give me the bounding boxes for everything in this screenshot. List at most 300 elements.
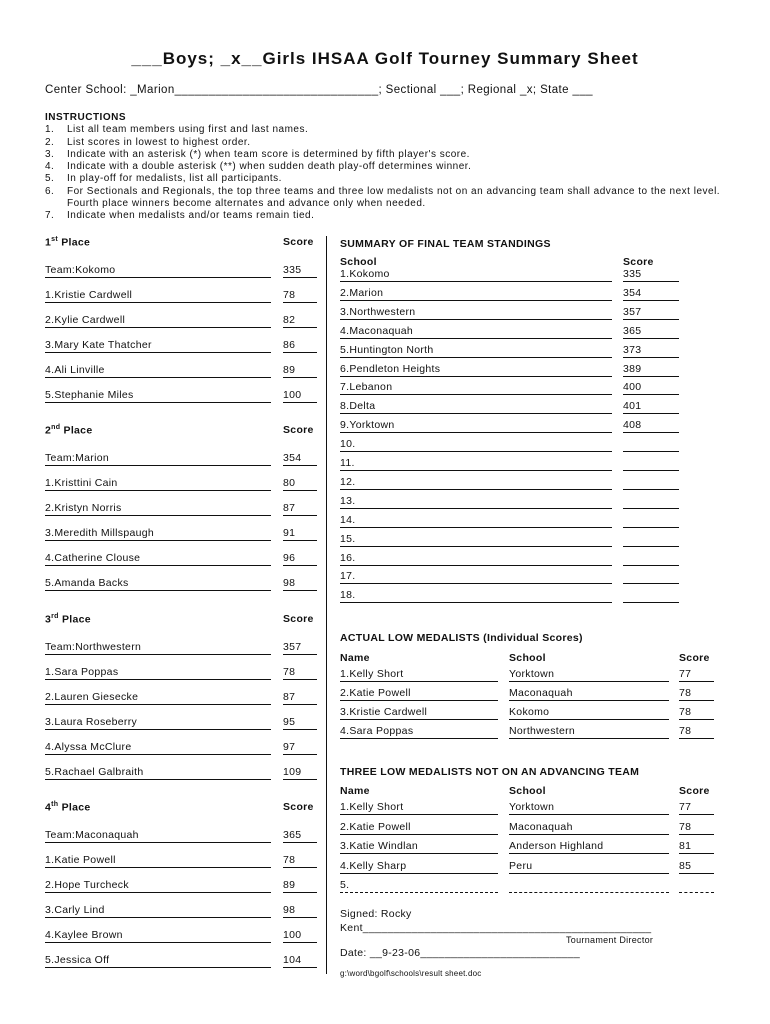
score-column-label: Score (679, 785, 710, 797)
school-column-label: School (509, 652, 546, 664)
standing-row (340, 589, 700, 603)
player-name-field (45, 502, 271, 516)
medalist-name-field (340, 840, 498, 854)
medalist-name: 4.Sara Poppas (340, 725, 414, 737)
medalist-name: 4.Kelly Sharp (340, 859, 407, 872)
standing-row (340, 306, 700, 320)
player-score: 104 (283, 954, 302, 966)
medalist-school: Maconaquah (509, 820, 573, 833)
standing-school-field (340, 533, 612, 547)
standing-school: 13. (340, 494, 356, 507)
standing-score: 357 (623, 305, 642, 318)
standing-score-field (623, 419, 679, 433)
player-name-field (45, 954, 271, 968)
standing-row (340, 570, 700, 584)
place-label: Place (61, 236, 91, 249)
place-heading (45, 801, 320, 814)
medalist-name-field (340, 706, 498, 720)
standing-score-field (623, 514, 679, 528)
standing-row (340, 325, 700, 339)
standing-row (340, 419, 700, 433)
player-row (45, 577, 320, 591)
medalist-school-field (509, 801, 669, 815)
school-column-label: School (509, 785, 546, 797)
standing-score-field (623, 533, 679, 547)
medalist-name: 2.Katie Powell (340, 820, 411, 833)
player-name-field (45, 314, 271, 328)
name-column-label: Name (340, 785, 370, 797)
player-name-field (45, 741, 271, 755)
date-line: Date: __9-23-06__________________________ (340, 947, 581, 959)
player-name-field (45, 766, 271, 780)
player-name-field (45, 716, 271, 730)
player-name-field (45, 264, 271, 278)
player-score: 109 (283, 766, 302, 778)
medalist-name: 5. (340, 879, 350, 891)
medalist-score: 81 (679, 840, 692, 852)
player-name: 5.Jessica Off (45, 954, 110, 966)
player-name: 4.Alyssa McClure (45, 741, 132, 753)
standing-school: 5.Huntington North (340, 343, 434, 356)
standing-school-field (340, 457, 612, 471)
standing-score: 365 (623, 324, 642, 337)
instruction-number: 7. (45, 210, 55, 222)
standing-score-field (623, 570, 679, 584)
medalist-school: Northwestern (509, 725, 576, 737)
player-name-field (45, 452, 271, 466)
place-label: Place (63, 424, 93, 437)
non-advancing-medalist-row (340, 840, 720, 854)
medalist-score: 85 (679, 859, 692, 872)
medalist-score-field (679, 706, 714, 720)
player-name-field (45, 854, 271, 868)
standing-row (340, 552, 700, 566)
player-score: 100 (283, 389, 302, 401)
standing-school: 11. (340, 457, 355, 469)
player-score-field (283, 552, 317, 566)
place-number: 3 (45, 613, 52, 626)
player-name-field (45, 691, 271, 705)
score-column-label: Score (679, 652, 710, 664)
column-divider (326, 236, 327, 974)
medalist-school-field (509, 668, 669, 682)
player-name-field (45, 577, 271, 591)
instruction-text: For Sectionals and Regionals, the top three teams and three low medalists not on an advancing team shall advance to the next level. Fourth place winners become alternates and advance only when needed. (67, 185, 721, 210)
player-row (45, 477, 320, 491)
medalist-score: 78 (679, 687, 692, 699)
medalist-school-field (509, 687, 669, 701)
signature-line: Kent_______________________________________________ (340, 922, 652, 934)
medalist-score-field (679, 840, 714, 854)
medalist-name-field (340, 821, 498, 835)
player-name: 2.Hope Turcheck (45, 879, 129, 891)
instruction-item (45, 186, 735, 211)
player-score: 89 (283, 364, 296, 376)
player-name-field (45, 929, 271, 943)
standing-row (340, 400, 700, 414)
player-name-field (45, 904, 271, 918)
place-number: 4 (45, 801, 52, 814)
player-name-field (45, 364, 271, 378)
team-row (45, 829, 320, 843)
standing-school-field (340, 363, 612, 377)
standing-score-field (623, 457, 679, 471)
score-label: Score (283, 236, 314, 248)
standing-school: 3.Northwestern (340, 305, 416, 318)
player-name-field (45, 641, 271, 655)
place-number: 2 (45, 424, 52, 437)
player-score-field (283, 741, 317, 755)
standing-score-field (623, 589, 679, 603)
player-score-field (283, 527, 317, 541)
player-name: 5.Rachael Galbraith (45, 766, 144, 778)
instruction-number: 2. (45, 136, 55, 148)
standing-row (340, 344, 700, 358)
player-name: 1.Katie Powell (45, 854, 116, 866)
player-name: 2.Lauren Giesecke (45, 691, 139, 703)
player-row (45, 527, 320, 541)
standing-school: 9.Yorktown (340, 419, 395, 432)
player-score-field (283, 577, 317, 591)
player-row (45, 691, 320, 705)
player-score: 78 (283, 666, 296, 678)
medalist-score: 77 (679, 801, 692, 813)
medalist-name: 3.Kristie Cardwell (340, 706, 428, 718)
player-name-field (45, 389, 271, 403)
standing-school-field (340, 570, 612, 584)
medalist-name-field (340, 668, 498, 682)
standings-heading: SUMMARY OF FINAL TEAM STANDINGS (340, 238, 551, 250)
player-score: 98 (283, 904, 296, 916)
player-score: 97 (283, 741, 296, 753)
medalist-score-field (679, 687, 714, 701)
standing-score: 335 (623, 268, 642, 280)
standing-score-field (623, 306, 679, 320)
player-name: 5.Stephanie Miles (45, 389, 134, 401)
low-medalist-row (340, 725, 720, 739)
standing-school-field (340, 419, 612, 433)
standing-row (340, 363, 700, 377)
standing-score-field (623, 495, 679, 509)
player-name-field (45, 552, 271, 566)
player-name: 3.Mary Kate Thatcher (45, 339, 152, 351)
place-label: Place (61, 613, 91, 626)
standing-school: 12. (340, 475, 356, 488)
instruction-item (45, 149, 735, 161)
place-suffix: nd (51, 424, 61, 431)
player-score: 87 (283, 502, 296, 514)
place-suffix: rd (51, 613, 59, 620)
player-score: 80 (283, 477, 296, 489)
standing-score-field (623, 552, 679, 566)
player-score-field (283, 389, 317, 403)
instructions-list (45, 124, 735, 222)
player-name: 2.Kristyn Norris (45, 502, 122, 514)
player-score-field (283, 452, 317, 466)
instruction-number: 6. (45, 185, 55, 197)
player-score: 82 (283, 314, 296, 326)
standing-score: 401 (623, 400, 642, 413)
standing-school: 1.Kokomo (340, 268, 390, 280)
medalist-name: 1.Kelly Short (340, 801, 404, 813)
low-medalist-row (340, 706, 720, 720)
standing-score: 389 (623, 362, 642, 375)
player-score: 365 (283, 829, 302, 841)
player-name: Team:Marion (45, 452, 109, 464)
medalist-score-field (679, 821, 714, 835)
player-name-field (45, 666, 271, 680)
standing-school: 6.Pendleton Heights (340, 362, 441, 375)
player-score-field (283, 364, 317, 378)
standing-school-field (340, 306, 612, 320)
player-name-field (45, 879, 271, 893)
standing-score-field (623, 400, 679, 414)
instruction-item (45, 173, 735, 185)
standing-row (340, 514, 700, 528)
center-school-line: Center School: _Marion______________________________; Sectional ___; Regional _x; State ___ (45, 84, 593, 96)
standing-score-field (623, 287, 679, 301)
medalist-name: 3.Katie Windlan (340, 840, 419, 852)
player-row (45, 929, 320, 943)
standing-school: 15. (340, 532, 356, 545)
medalist-school-field (509, 879, 669, 893)
standing-school-field (340, 325, 612, 339)
standing-score-field (623, 325, 679, 339)
name-column-label: Name (340, 652, 370, 664)
instruction-text: Indicate with an asterisk (*) when team score is determined by fifth player's score. (67, 148, 470, 160)
player-name-field (45, 339, 271, 353)
medalist-name-field (340, 860, 498, 874)
standing-score-field (623, 268, 679, 282)
player-score-field (283, 641, 317, 655)
signed-line: Signed: Rocky (340, 908, 412, 920)
player-row (45, 879, 320, 893)
player-score-field (283, 691, 317, 705)
instruction-text: In play-off for medalists, list all participants. (67, 173, 282, 185)
standing-score: 354 (623, 286, 642, 299)
medalist-school: Kokomo (509, 706, 550, 718)
player-row (45, 954, 320, 968)
place-heading (45, 236, 320, 249)
instruction-text: Indicate with a double asterisk (**) when sudden death play-off determines winner. (67, 161, 472, 173)
medalist-score: 77 (679, 668, 692, 680)
standing-school-field (340, 381, 612, 395)
player-name: 3.Laura Roseberry (45, 716, 138, 728)
player-row (45, 716, 320, 730)
player-score: 95 (283, 716, 296, 728)
standing-school-field (340, 287, 612, 301)
player-row (45, 502, 320, 516)
medalist-school: Yorktown (509, 801, 555, 813)
standing-score-field (623, 363, 679, 377)
standing-school: 14. (340, 513, 356, 526)
medalist-school: Yorktown (509, 668, 555, 680)
medalist-school: Peru (509, 859, 533, 872)
standing-score-field (623, 344, 679, 358)
player-name: 1.Sara Poppas (45, 666, 119, 678)
player-score: 354 (283, 452, 302, 464)
standing-row (340, 476, 700, 490)
medalist-score-field (679, 860, 714, 874)
low-medalist-heading: ACTUAL LOW MEDALISTS (Individual Scores) (340, 632, 583, 644)
standing-school-field (340, 400, 612, 414)
file-path: g:\word\bgolf\schools\result sheet.doc (340, 969, 482, 978)
player-row (45, 854, 320, 868)
player-score: 100 (283, 929, 302, 941)
player-row (45, 552, 320, 566)
standing-school: 17. (340, 570, 356, 583)
team-row (45, 641, 320, 655)
standing-row (340, 457, 700, 471)
player-name: 4.Kaylee Brown (45, 929, 123, 941)
medalist-school-field (509, 725, 669, 739)
player-score-field (283, 929, 317, 943)
player-name-field (45, 829, 271, 843)
place-suffix: th (51, 801, 59, 808)
standing-row (340, 287, 700, 301)
medalist-score-field (679, 879, 714, 893)
player-row (45, 339, 320, 353)
standing-school: 16. (340, 551, 356, 564)
player-score: 335 (283, 264, 302, 276)
player-score-field (283, 339, 317, 353)
player-row (45, 741, 320, 755)
school-column-label: School (340, 256, 377, 268)
non-advancing-medalist-row (340, 821, 720, 835)
player-score: 98 (283, 577, 296, 589)
instruction-number: 1. (45, 124, 55, 136)
player-score: 78 (283, 854, 296, 866)
medalist-score-field (679, 801, 714, 815)
medalist-score: 78 (679, 706, 692, 718)
standing-score-field (623, 476, 679, 490)
non-advancing-medalist-row (340, 801, 720, 815)
player-score: 96 (283, 552, 296, 564)
instruction-item (45, 210, 735, 222)
place-number: 1 (45, 236, 52, 249)
instruction-text: List all team members using first and last names. (67, 124, 309, 136)
player-score-field (283, 477, 317, 491)
player-score: 87 (283, 691, 296, 703)
medalist-school-field (509, 840, 669, 854)
instruction-number: 5. (45, 173, 55, 185)
standing-school: 8.Delta (340, 400, 376, 413)
standing-row (340, 438, 700, 452)
instructions (45, 112, 735, 223)
standing-school-field (340, 438, 612, 452)
player-score: 86 (283, 339, 296, 351)
player-name-field (45, 289, 271, 303)
player-score-field (283, 854, 317, 868)
player-score-field (283, 829, 317, 843)
standing-school-field (340, 268, 612, 282)
place-suffix: st (51, 236, 58, 243)
player-row (45, 389, 320, 403)
standing-score: 400 (623, 381, 642, 394)
instruction-text: List scores in lowest to highest order. (67, 136, 251, 148)
player-name: 1.Kristtini Cain (45, 477, 118, 489)
score-label: Score (283, 801, 314, 813)
player-score-field (283, 502, 317, 516)
player-score: 91 (283, 527, 296, 539)
player-row (45, 364, 320, 378)
player-score-field (283, 904, 317, 918)
place-heading (45, 613, 320, 626)
medalist-school: Maconaquah (509, 687, 573, 699)
player-score-field (283, 879, 317, 893)
place-label: Place (61, 801, 91, 814)
standing-school-field (340, 552, 612, 566)
player-name: Team:Northwestern (45, 641, 142, 653)
medalist-school-field (509, 706, 669, 720)
medalist-school-field (509, 821, 669, 835)
player-score-field (283, 666, 317, 680)
player-score-field (283, 766, 317, 780)
medalist-score: 78 (679, 725, 692, 737)
medalist-score-field (679, 668, 714, 682)
standing-row (340, 268, 700, 282)
non-advancing-medalist-heading: THREE LOW MEDALISTS NOT ON AN ADVANCING TEAM (340, 766, 640, 778)
standing-score-field (623, 381, 679, 395)
standing-score-field (623, 438, 679, 452)
player-name: 4.Catherine Clouse (45, 552, 141, 564)
score-label: Score (283, 424, 314, 436)
medalist-school: Anderson Highland (509, 840, 604, 852)
standing-school: 4.Maconaquah (340, 324, 414, 337)
medalist-name-field (340, 801, 498, 815)
player-score: 78 (283, 289, 296, 301)
standing-score: 408 (623, 419, 642, 432)
standing-school: 2.Marion (340, 286, 384, 299)
instruction-item (45, 137, 735, 149)
medalist-name: 2.Katie Powell (340, 687, 411, 699)
player-row (45, 314, 320, 328)
player-name: Team:Maconaquah (45, 829, 139, 841)
standing-school: 10. (340, 438, 356, 451)
player-score-field (283, 264, 317, 278)
instruction-number: 3. (45, 148, 55, 160)
standing-school-field (340, 589, 612, 603)
instruction-text: Indicate when medalists and/or teams remain tied. (67, 210, 315, 222)
standing-school-field (340, 495, 612, 509)
player-name: 4.Ali Linville (45, 364, 105, 376)
player-row (45, 666, 320, 680)
sheet-title: ___Boys; _x__Girls IHSAA Golf Tourney Summary Sheet (131, 49, 639, 68)
player-score-field (283, 716, 317, 730)
standing-row (340, 533, 700, 547)
team-row (45, 264, 320, 278)
instruction-item (45, 161, 735, 173)
player-name: 2.Kylie Cardwell (45, 314, 126, 326)
standing-score: 373 (623, 343, 642, 356)
non-advancing-medalist-row (340, 879, 720, 893)
player-row (45, 289, 320, 303)
medalist-name-field (340, 879, 498, 893)
instructions-heading: INSTRUCTIONS (45, 112, 126, 123)
score-column-label: Score (623, 256, 654, 268)
player-score-field (283, 289, 317, 303)
player-score: 89 (283, 879, 296, 891)
standing-row (340, 381, 700, 395)
medalist-school-field (509, 860, 669, 874)
player-score-field (283, 314, 317, 328)
instruction-number: 4. (45, 161, 55, 173)
medalist-name-field (340, 725, 498, 739)
player-name: 3.Meredith Millspaugh (45, 527, 155, 539)
standing-row (340, 495, 700, 509)
standing-school-field (340, 476, 612, 490)
medalist-name: 1.Kelly Short (340, 668, 404, 680)
